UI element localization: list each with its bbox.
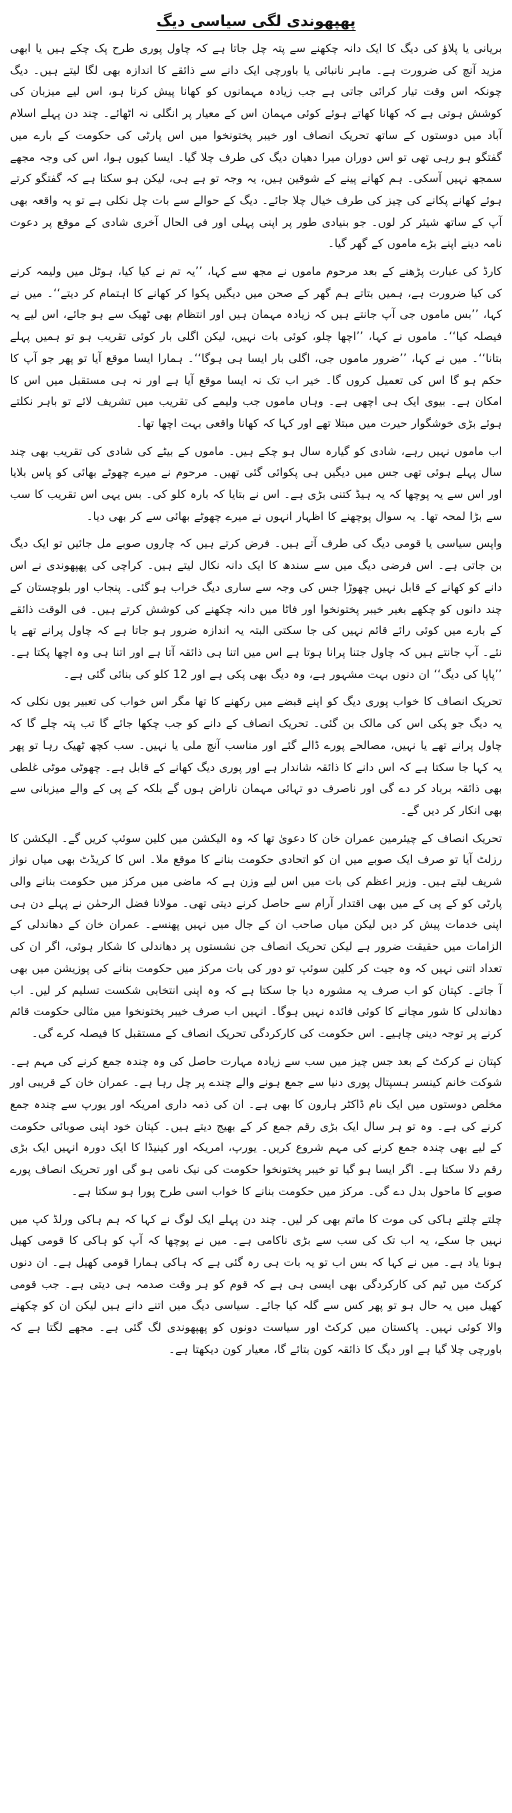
article-paragraph-4: واپس سیاسی یا قومی دیگ کی طرف آتے ہیں۔ فرض کرتے ہیں کہ چاروں صوبے مل جائیں تو ایک دیگ بن جاتی ہے۔ اس فرضی دیگ میں سے سندھ کا ایک دانہ نکال لیتے ہیں۔ کراچی کی پھپھوندی نے اس دانے کو کھانے کے قابل نہیں چھوڑا جس کی وجہ سے ساری دیگ خراب ہو گئی۔ پنجاب اور بلوچستان کے چند دانوں کو چکھے بغیر خیبر پختونخوا اور فاٹا میں دانہ چکھنے کی کوشش کرتے ہیں۔ فی الوقت ذائقے کے بارے میں کوئی رائے قائم نہیں کی جا سکتی البتہ یہ اندازہ ضرور ہو جاتا ہے کہ چاول پرانے تھے یا نئے۔ آپ جانتے ہیں کہ چاول جتنا پرانا ہوتا ہے اس میں اتنا ہی ذائقہ آتا ہے اور اتنا ہی وہ اچھا پکتا ہے۔ ’’پاپا کی دیگ‘‘ ان دنوں بہت مشہور ہے، وہ دیگ بھی پکی ہے اور 12 کلو کی بنائی گئی ہے۔ bbox=[10, 537, 502, 681]
article-paragraph-3: اب ماموں نہیں رہے، شادی کو گیارہ سال ہو چکے ہیں۔ ماموں کے بیٹے کی شادی کی تقریب بھی چند سال پہلے ہوئی تھی جس میں دیگیں ہی پکوائی گئی تھیں۔ مرحوم نے میرے چھوٹے بھائی کو پاس بلایا اور اس سے یہ پوچھا کہ یہ ہیڈ کتنی بڑی ہے۔ اس نے بتایا کہ بارہ کلو کی۔ بس یہی اس تقریب کا سب سے بڑا لمحہ تھا۔ یہ سوال پوچھنے کا اظہار انہوں نے میرے چھوٹے بھائی سے کر بھی دیا۔ bbox=[10, 444, 502, 523]
article-paragraph-7: کپتان نے کرکٹ کے بعد جس چیز میں سب سے زیادہ مہارت حاصل کی وہ چندہ جمع کرنے کی مہم ہے۔ شوکت خانم کینسر ہسپتال پوری دنیا سے جمع ہونے والے چندے پر چل رہا ہے۔ عمران خان کے قریبی اور مخلص دوستوں میں ایک نام ڈاکٹر ہارون کا بھی ہے۔ ان کی ذمہ داری امریکہ اور یورپ سے چندہ جمع کرنے کی ہے۔ وہ تو ہر سال ایک بڑی رقم جمع کر کے بھیج دیتے ہیں۔ کپتان خود اپنی صوبائی حکومت کے لیے بھی چندہ جمع کرنے کی مہم شروع کریں۔ یورپ، امریکہ اور کینیڈا کا ایک دورہ انہیں ایک بڑی رقم دلا سکتا ہے۔ اگر ایسا ہو گیا تو خیبر پختونخوا حکومت کی نیک نامی ہو گی اور تحریک انصاف پورے صوبے کا ماحول بدل دے گی۔ مرکز میں حکومت بنانے کا خواب اسی طرح پورا ہو سکتا ہے۔ bbox=[10, 1054, 502, 1198]
article-paragraph-8: چلتے چلتے ہاکی کی موت کا ماتم بھی کر لیں۔ چند دن پہلے ایک لوگ نے کہا کہ ہم ہاکی ورلڈ کپ میں نہیں جا سکے، یہ اب تک کی سب سے بڑی ناکامی ہے۔ میں نے پوچھا کہ آپ کو ہاکی کا قومی کھیل ہونا یاد ہے۔ میں نے کہا کہ بس اب تو یہ بات ہی رہ گئی ہے کہ ہاکی ہمارا قومی کھیل ہے۔ ان دنوں کرکٹ میں ٹیم کی کارکردگی بھی ایسی ہی ہے کہ قوم کو ہر وقت صدمہ ہی دیتی ہے۔ جب قومی کھیل میں یہ حال ہو تو پھر کس سے گلہ کیا جائے۔ سیاسی دیگ میں اتنے دانے ہیں لیکن ان کو چکھنے والا کوئی نہیں۔ پاکستان میں کرکٹ اور سیاست دونوں کو پھپھوندی لگ گئی ہے۔ مجھے لگتا ہے کہ باورچی چلا گیا ہے اور دیگ کا ذائقہ کون بتائے گا، معیار کون دیکھتا ہے۔ bbox=[10, 1212, 502, 1356]
article-paragraph-5: تحریک انصاف کا خواب پوری دیگ کو اپنے قبضے میں رکھنے کا تھا مگر اس خواب کی تعبیر یوں نکلی کہ یہ دیگ جو پکی اس کی مالک بن گئی۔ تحریک انصاف کے دانے کو جب چکھا جائے گا تب پتہ چلے گا کہ چاول پرانے تھے یا نہیں، مصالحے پورے ڈالے گئے اور مناسب آنچ ملی یا نہیں۔ سب کچھ ٹھیک رہا تو پھر یہ کہا جا سکتا ہے کہ اس دانے کا ذائقہ شاندار ہے اور پوری دیگ کھانے کے قابل ہے۔ چھوٹی موٹی غلطی بھی ذائقہ برباد کر دے گی اور ناصرف دو تہائی مہمان ناراض ہوں گے بلکہ کے پی کے والے میزبانی سے بھی انکار کر دیں گے۔ bbox=[10, 695, 502, 817]
article-paragraph-2: کارڈ کی عبارت پڑھنے کے بعد مرحوم ماموں نے مجھ سے کہا، ’’یہ تم نے کیا کیا، ہوٹل میں ولیمہ کرنے کی کیا ضرورت ہے، ہمیں بتاتے ہم گھر کے صحن میں دیگیں پکوا کر کھانے کا اہتمام کر دیتے‘‘۔ میں نے کہا، ’’بس ماموں جی آپ جانتے ہیں کہ زیادہ مہمان ہیں اور انتظام بھی ٹھیک سے ہو جائے، اس لیے یہ فیصلہ کیا‘‘۔ ماموں نے کہا، ’’اچھا چلو، کوئی بات نہیں، لیکن اگلی بار کوئی تقریب ہو تو ہمیں پہلے بتانا‘‘۔ میں نے کہا، ’’ضرور ماموں جی، اگلی بار ایسا ہی ہوگا‘‘۔ ہمارا ایسا موقع آیا تو پھر جو آپ کا حکم ہو گا اس کی تعمیل کروں گا۔ خیر اب تک نہ ایسا موقع آیا ہے اور نہ ہی مستقبل میں اس کا امکان ہے۔ بیوی ایک ہی اچھی ہے۔ وہاں ماموں جب ولیمے کی تقریب میں تشریف لائے تو باہر نکلتے ہوئے بڑی خوشگوار حیرت میں مبتلا تھے اور کہا کہ کھانا واقعی بہت اچھا تھا۔ bbox=[10, 265, 502, 430]
article-title: پھپھوندی لگی سیاسی دیگ bbox=[156, 12, 356, 30]
article-paragraph-6: تحریک انصاف کے چیئرمین عمران خان کا دعویٰ تھا کہ وہ الیکشن میں کلین سوئپ کریں گے۔ الیکشن کا رزلٹ آیا تو صرف ایک صوبے میں ان کو اتحادی حکومت بنانے کا موقع ملا۔ اس کا کریڈٹ بھی میاں نواز شریف لیتے ہیں۔ وزیر اعظم کی بات میں اس لیے وزن ہے کہ ماضی میں مرکز میں حکومت بنانے والی پارٹی کو کے پی کے میں بھی اقتدار آرام سے حاصل کرنے دیتی تھی۔ مولانا فضل الرحمٰن نے پہلے دن ہی اپنی خدمات پیش کر دیں لیکن میاں صاحب ان کے جال میں نہیں پھنسے۔ عمران خان کے دھاندلی کے الزامات میں حقیقت ضرور ہے لیکن تحریک انصاف جن نشستوں پر دھاندلی کا شکار ہوئی، اگر ان کی تعداد اتنی نہیں کہ وہ جیت کر کلین سوئپ تو دور کی بات مرکز میں حکومت بنانے کی پوزیشن میں بھی آ جاتے۔ کپتان کو اب صرف یہ مشورہ دیا جا سکتا ہے کہ وہ اپنی انتخابی شکست تسلیم کر لیں۔ اب دھاندلی کا شور مچانے کا کوئی فائدہ نہیں ہوگا۔ انہیں اب صرف خیبر پختونخوا میں مثالی حکومت قائم کرنے پر توجہ دینی چاہیے۔ اس حکومت کی کارکردگی تحریک انصاف کے مستقبل کا فیصلہ کرے گی۔ bbox=[10, 831, 502, 1040]
article-paragraph-1: بریانی یا پلاؤ کی دیگ کا ایک دانہ چکھنے سے پتہ چل جاتا ہے کہ چاول پوری طرح پک چکے ہیں یا ابھی مزید آنچ کی ضرورت ہے۔ ماہر نانبائی یا باورچی ایک دانے سے ذائقے کا اندازہ بھی لگا لیتے ہیں۔ دیگ چونکہ اس وقت تیار کرائی جاتی ہے جب زیادہ مہمانوں کو کھانا پیش کرنا ہو، اس لیے میزبان کی کوشش ہوتی ہے کہ کھانا کھاتے ہوئے کوئی مہمان اس کے معیار پر انگلی نہ اٹھائے۔ چند دن پہلے اسلام آباد میں دوستوں کے ساتھ تحریک انصاف اور خیبر پختونخوا میں اس پارٹی کی حکومت کے بارے میں گفتگو ہو رہی تھی تو اس دوران میرا دھیان دیگ کی طرف چلا گیا۔ ایسا کیوں ہوا، اس کی وجہ مجھے سمجھ نہیں آسکی۔ ہم کھانے پینے کے شوقین ہیں، یہ وجہ تو ہے ہی، لیکن ہو سکتا ہے کہ گفتگو کرتے ہوئے کھانے پکانے کی چیز کی طرف خیال چلا جائے۔ دیگ کے حوالے سے بات چل نکلی ہے تو یہ واقعہ بھی آپ کے ساتھ شیئر کر لوں۔ جو بنیادی طور پر اپنی پہلی اور فی الحال آخری شادی کے موقع پر دعوت نامہ دینے اپنے بڑے ماموں کے گھر گیا۔ bbox=[10, 42, 502, 251]
